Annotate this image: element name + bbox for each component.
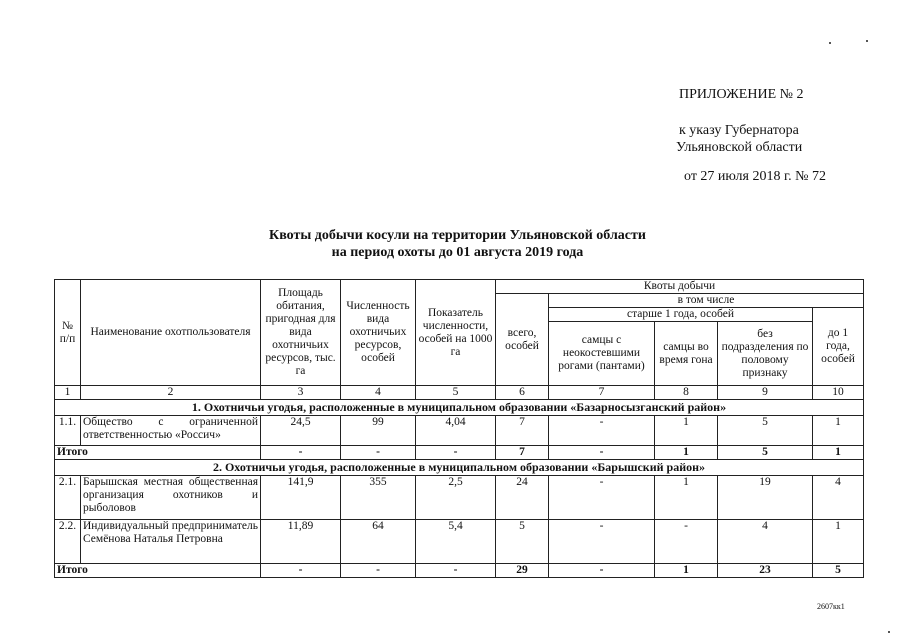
total-males-rut: 1 <box>655 446 718 460</box>
decree-date: от 27 июля 2018 г. № 72 <box>684 169 826 184</box>
total-no-sex: 23 <box>718 564 813 578</box>
total-area: - <box>261 446 341 460</box>
row-count: 355 <box>341 476 416 520</box>
row-total: 5 <box>496 520 549 564</box>
row-no-sex: 4 <box>718 520 813 564</box>
col-number: 8 <box>655 386 718 400</box>
row-total: 7 <box>496 416 549 446</box>
row-males-antlers: - <box>549 416 655 446</box>
quota-table <box>54 279 864 578</box>
row-name: Барышская местная общественная организация охотников и рыболовов <box>81 476 261 520</box>
document-code: 2607кк1 <box>817 602 845 611</box>
total-index: - <box>416 446 496 460</box>
total-under1: 1 <box>813 446 864 460</box>
total-no-sex: 5 <box>718 446 813 460</box>
row-no-sex: 19 <box>718 476 813 520</box>
header-older: старше 1 года, особей <box>549 308 813 322</box>
header-including: в том числе <box>549 294 864 308</box>
total-under1: 5 <box>813 564 864 578</box>
row-num: 1.1. <box>55 416 81 446</box>
row-name: Индивидуальный предприниматель Семёнова Наталья Петровна <box>81 520 261 564</box>
row-count: 64 <box>341 520 416 564</box>
row-index: 4,04 <box>416 416 496 446</box>
decree-line-1: к указу Губернатора <box>679 123 799 138</box>
total-index: - <box>416 564 496 578</box>
col-number: 2 <box>81 386 261 400</box>
row-index: 2,5 <box>416 476 496 520</box>
header-total: всего, особей <box>496 294 549 386</box>
header-name: Наименование охотпользователя <box>81 280 261 386</box>
table-row <box>55 416 864 446</box>
col-number: 4 <box>341 386 416 400</box>
col-number: 9 <box>718 386 813 400</box>
header-index: Показатель численности, особей на 1000 га <box>416 280 496 386</box>
total-males-antlers: - <box>549 446 655 460</box>
appendix-label: ПРИЛОЖЕНИЕ № 2 <box>679 87 804 102</box>
scan-speck <box>866 40 868 42</box>
row-under1: 4 <box>813 476 864 520</box>
row-num: 2.2. <box>55 520 81 564</box>
header-num: № п/п <box>55 280 81 386</box>
row-males-rut: 1 <box>655 416 718 446</box>
total-males-rut: 1 <box>655 564 718 578</box>
header-males-rut: самцы во время гона <box>655 322 718 386</box>
table-row <box>55 476 864 520</box>
row-count: 99 <box>341 416 416 446</box>
header-males-antlers: самцы с неокостевшими рогами (пантами) <box>549 322 655 386</box>
row-males-antlers: - <box>549 520 655 564</box>
total-total: 29 <box>496 564 549 578</box>
decree-line-2: Ульяновской области <box>676 140 803 155</box>
col-number: 5 <box>416 386 496 400</box>
col-number: 1 <box>55 386 81 400</box>
col-number: 10 <box>813 386 864 400</box>
row-total: 24 <box>496 476 549 520</box>
total-row <box>55 564 864 578</box>
total-count: - <box>341 564 416 578</box>
document-title-line-2: на период охоты до 01 августа 2019 года <box>331 245 584 260</box>
scan-speck <box>888 631 890 633</box>
row-under1: 1 <box>813 520 864 564</box>
header-area: Площадь обитания, пригодная для вида охотничьих ресурсов, тыс. га <box>261 280 341 386</box>
row-num: 2.1. <box>55 476 81 520</box>
total-area: - <box>261 564 341 578</box>
scan-speck <box>829 42 831 44</box>
col-number: 6 <box>496 386 549 400</box>
row-under1: 1 <box>813 416 864 446</box>
row-index: 5,4 <box>416 520 496 564</box>
header-no-sex: без подразделения по половому признаку <box>718 322 813 386</box>
row-males-antlers: - <box>549 476 655 520</box>
row-no-sex: 5 <box>718 416 813 446</box>
row-area: 141,9 <box>261 476 341 520</box>
header-under1: до 1 года, особей <box>813 308 864 386</box>
section-title: 1. Охотничьи угодья, расположенные в муниципальном образовании «Базарносызганский район» <box>55 400 864 416</box>
total-total: 7 <box>496 446 549 460</box>
total-row <box>55 446 864 460</box>
row-area: 11,89 <box>261 520 341 564</box>
col-number: 3 <box>261 386 341 400</box>
header-count: Численность вида охотничьих ресурсов, особей <box>341 280 416 386</box>
total-label: Итого <box>55 564 261 578</box>
col-number: 7 <box>549 386 655 400</box>
total-label: Итого <box>55 446 261 460</box>
row-name: Общество с ограниченной ответственностью «Россич» <box>81 416 261 446</box>
header-quotas: Квоты добычи <box>496 280 864 294</box>
row-males-rut: 1 <box>655 476 718 520</box>
table-row <box>55 520 864 564</box>
row-area: 24,5 <box>261 416 341 446</box>
row-males-rut: - <box>655 520 718 564</box>
section-title: 2. Охотничьи угодья, расположенные в муниципальном образовании «Барышский район» <box>55 460 864 476</box>
total-males-antlers: - <box>549 564 655 578</box>
total-count: - <box>341 446 416 460</box>
document-title-line-1: Квоты добычи косули на территории Ульяновской области <box>269 228 646 243</box>
